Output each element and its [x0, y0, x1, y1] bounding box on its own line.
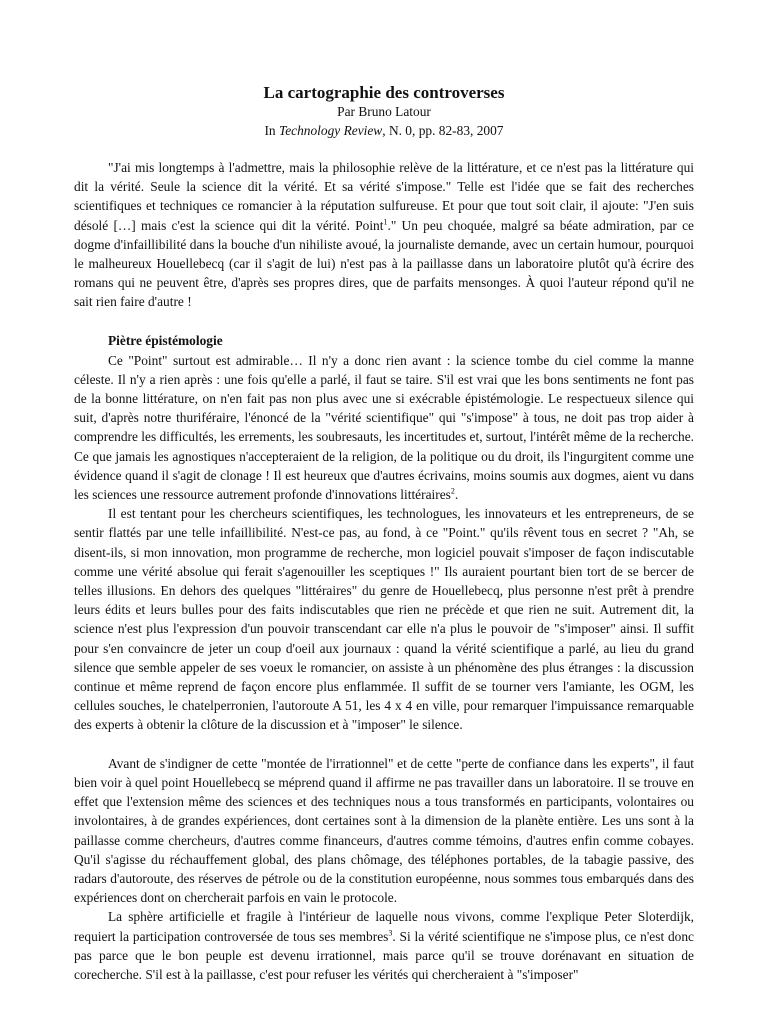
paragraph-4: Avant de s'indigner de cette "montée de l'irrationnel" et de cette "perte de confiance dans les experts", il faut bien voir à quel point Houellebecq se méprend quand il affirme ne pas travailler dans un laboratoire. Il se trouve en effet que l'extension même des sciences et des techniques nous a tous transformés en participants, volontaires ou involontaires, à de grandes expériences, dont certaines sont à la dimension de la planète entière. Les uns sont à la paillasse comme chercheurs, d'autres comme financeurs, d'autres comme témoins, d'autres enfin comme cobayes. Qu'il s'agisse du réchauffement global, des plans chômage, des téléphones portables, de la tabagie passive, des radars d'autoroute, des réserves de pétrole ou de la constitution européenne, nous sommes tous embarqués dans des expériences dont on chercherait parfois en vain le protocole.	[74, 755, 694, 906]
footnote-ref-1[interactable]: 1	[383, 217, 388, 227]
section-heading: Piètre épistémologie	[108, 332, 223, 348]
paragraph-5-part-a: La sphère artificielle et fragile à l'intérieur de laquelle nous vivons, comme l'explique Peter Sloterdijk, requiert la participation controversée de tous ses membres	[74, 909, 694, 944]
footnote-ref-2[interactable]: 2	[450, 486, 455, 496]
source-line	[74, 121, 694, 140]
article-title: La cartographie des controverses	[263, 83, 505, 102]
title-block	[74, 84, 694, 140]
paragraph-5	[74, 907, 694, 984]
paragraph-1	[74, 158, 694, 312]
paragraph-2-part-b: .	[454, 487, 459, 503]
paragraph-2	[74, 351, 694, 505]
source-journal: Technology Review	[278, 123, 383, 138]
footnote-ref-3[interactable]: 3	[388, 928, 393, 938]
author-line: Par Bruno Latour	[337, 104, 431, 119]
source-suffix: , N. 0, pp. 82-83, 2007	[382, 123, 504, 138]
paragraph-2-part-a: Ce "Point" surtout est admirable… Il n'y a donc rien avant : la science tombe du ciel comme la manne céleste. Il n'y a rien après : une fois qu'elle a parlé, il faut se taire. S'il est vrai que les bons sentiments ne font pas de la bonne littérature, on n'en fait pas non plus avec une si exécrable épistémologie. Le respectueux silence qui suit, d'après notre thuriféraire, l'énoncé de la "vérité scientifique" qui "s'impose" à tous, ne doit pas trop aider à comprendre les difficultés, les errements, les soubresauts, les incertitudes et, surtout, l'intérêt même de la recherche. Ce que jamais les agnostiques n'accepteraient de la religion, de la politique ou du droit, ils l'ingurgitent comme une évidence quand il s'agit de clonage ! Il est heureux que d'autres écrivains, moins soumis aux dogmes, aient vu dans les sciences une ressource autrement profonde d'innovations littéraires	[74, 352, 694, 503]
paragraph-1-part-a: "J'ai mis longtemps à l'admettre, mais la philosophie relève de la littérature, et ce n'est pas la littérature qui dit la vérité. Seule la science dit la vérité. Et sa vérité s'impose." Telle est l'idée que se fait des recherches scientifiques et techniques ce romancier à la réputation sulfureuse. Et pour que tout soit clair, il ajoute: "J'en suis désolé […] mais c'est la science qui dit la vérité. Point	[74, 160, 694, 233]
paragraph-1-part-b: ." Un peu choquée, malgré sa béate admiration, par ce dogme d'infaillibilité dans la bouche d'un nihiliste avoué, la journaliste demande, avec un certain humour, pourquoi le malheureux Houellebecq (car il s'agit de lui) n'est pas à la paillasse dans un laboratoire plutôt qu'à écrire des romans qui ne peuvent être, d'après ses propres dires, que de parfaits mensonges. À quoi l'auteur répond qu'il ne sait rien faire d'autre !	[74, 217, 694, 310]
source-prefix: In	[264, 123, 279, 138]
paragraph-3: Il est tentant pour les chercheurs scientifiques, les technologues, les innovateurs et les entrepreneurs, de se sentir flattés par une telle infaillibilité. N'est-ce pas, au fond, à ce "Point." qu'ils rêvent tous en secret ? "Ah, se disent-ils, si mon innovation, mon programme de recherche, mon logiciel pouvait s'imposer de façon indiscutable comme une vérité absolue qui ferait s'agenouiller les sceptiques !" Ils auraient pourtant bien tort de se bercer de telles illusions. En dehors des quelques "littéraires" du genre de Houellebecq, plus personne n'est prêt à prendre leurs édits et leurs bulles pour des faits indiscutables que rien ne précède et que rien ne suit. Autrement dit, la science n'est plus l'expression d'un pouvoir transcendant car elle n'a plus le pouvoir de "s'imposer" ainsi. Il suffit pour s'en convaincre de jeter un coup d'oeil aux journaux : quand la vérité scientifique a parlé, au lieu du grand silence que semble appeler de ses voeux le romancier, on assiste à un phénomène des plus étranges : la discussion continue et même reprend de façon encore plus enflammée. Il suffit de se tourner vers l'amiante, les OGM, les cellules souches, le chatelperronien, l'autoroute A 51, les 4 x 4 en ville, pour remarquer l'impuissance remarquable des experts à obtenir la clôture de la discussion et à "imposer" le silence.	[74, 506, 694, 733]
paragraph-5-part-b: . Si la vérité scientifique ne s'impose plus, ce n'est donc pas parce que le bon peuple est devenu irrationnel, mais parce qu'il se trouve dorénavant en situation de corecherche. S'il est à la paillasse, c'est pour refuser les vérités qui chercheraient à "s'imposer"	[74, 928, 694, 982]
